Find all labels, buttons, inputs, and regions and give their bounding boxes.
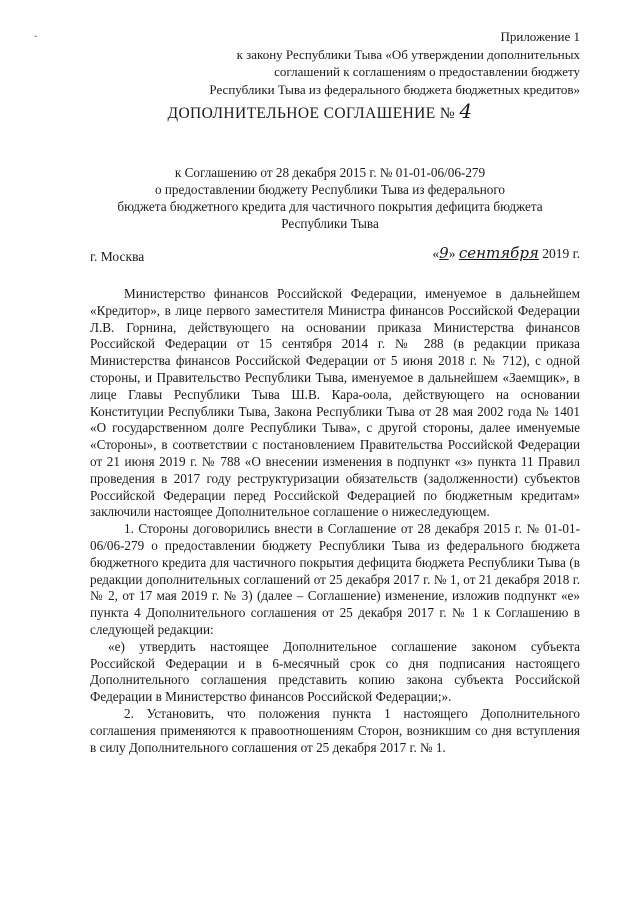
paragraph-clause-2: 2. Установить, что положения пункта 1 настоящего Дополнительного соглашения применяются к правоотношениям Сторон, возникшим со дня вступления в силу Дополнительного соглашения от 25 декабря 2017 г. № 1.	[90, 705, 580, 755]
margin-mark: ˇ	[34, 35, 38, 46]
annex-line-2: к закону Республики Тыва «Об утверждении дополнительных	[236, 46, 580, 62]
document-place: г. Москва	[90, 249, 145, 264]
date-month-handwritten: сентября	[458, 244, 539, 262]
subtitle-line-3: бюджета бюджетного кредита для частичного покрытия дефицита бюджета	[117, 199, 543, 214]
paragraph-clause-1: 1. Стороны договорились внести в Соглашение от 28 декабря 2015 г. № 01-01-06/06-279 о предоставлении бюджету Республики Тыва из федерального бюджета бюджетного кредита для частичного покрытия дефицита бюджета Республики Тыва (в редакции дополнительных соглашений от 25 декабря 2017 г. № 1, от 21 декабря 2018 г. № 2, от 17 мая 2019 г. № 3) (далее – Соглашение) изменение, изложив подпункт «е» пункта 4 Дополнительного соглашения от 25 декабря 2017 г. № 1 к Соглашению в следующей редакции:	[90, 521, 580, 637]
date-quote-close: »	[448, 246, 456, 261]
document-body	[90, 286, 580, 756]
paragraph-clause-1-quote: «е) утвердить настоящее Дополнительное соглашение законом субъекта Российской Федерации и в 6-месячный срок со дня подписания настоящего Дополнительного соглашения представить копию закона субъекта Российской Федерации в Министерство финансов Российской Федерации;».	[90, 638, 580, 705]
paragraph-preamble: Министерство финансов Российской Федерации, именуемое в дальнейшем «Кредитор», в лице первого заместителя Министра финансов Российской Федерации Л.В. Горнина, действующего на основании приказа Министерства финансов Российской Федерации от 15 сентября 2014 г. № 288 (в редакции приказа Министерства финансов Российской Федерации от 5 июня 2018 г. № 712), с одной стороны, и Правительство Республики Тыва, именуемое в дальнейшем «Заемщик», в лице Главы Республики Тыва Ш.В. Кара-оола, действующего на основании Конституции Республики Тыва, Закона Республики Тыва от 28 мая 2002 года № 1401 «О государственном долге Республики Тыва», с другой стороны, далее именуемые «Стороны», в соответствии с постановлением Правительства Российской Федерации от 21 июня 2019 г. № 788 «О внесении изменения в подпункт «з» пункта 11 Правил проведения в 2017 году реструктуризации обязательств (задолженности) субъектов Российской Федерации перед Российской Федерацией по бюджетным кредитам» заключили настоящее Дополнительное соглашение о нижеследующем.	[90, 286, 580, 520]
annex-header	[160, 28, 580, 98]
date-quote-open: «	[432, 246, 440, 261]
document-title	[0, 99, 640, 123]
document-title-text: ДОПОЛНИТЕЛЬНОЕ СОГЛАШЕНИЕ №	[167, 105, 456, 122]
subtitle-line-2: о предоставлении бюджету Республики Тыва из федерального	[154, 182, 506, 197]
subtitle-line-1: к Соглашению от 28 декабря 2015 г. № 01-01-06/06-279	[174, 165, 486, 180]
document-subtitle	[95, 164, 565, 232]
annex-line-1: Приложение 1	[500, 29, 580, 44]
annex-line-4: Республики Тыва из федерального бюджета бюджетных кредитов»	[209, 81, 580, 97]
document-date	[432, 244, 580, 262]
date-year: 2019 г.	[542, 246, 580, 261]
subtitle-line-4: Республики Тыва	[281, 216, 379, 231]
document-number-handwritten: 4	[459, 99, 473, 123]
date-day-handwritten: 9	[439, 244, 449, 262]
annex-line-3: соглашений к соглашениям о предоставлении бюджету	[274, 64, 580, 79]
